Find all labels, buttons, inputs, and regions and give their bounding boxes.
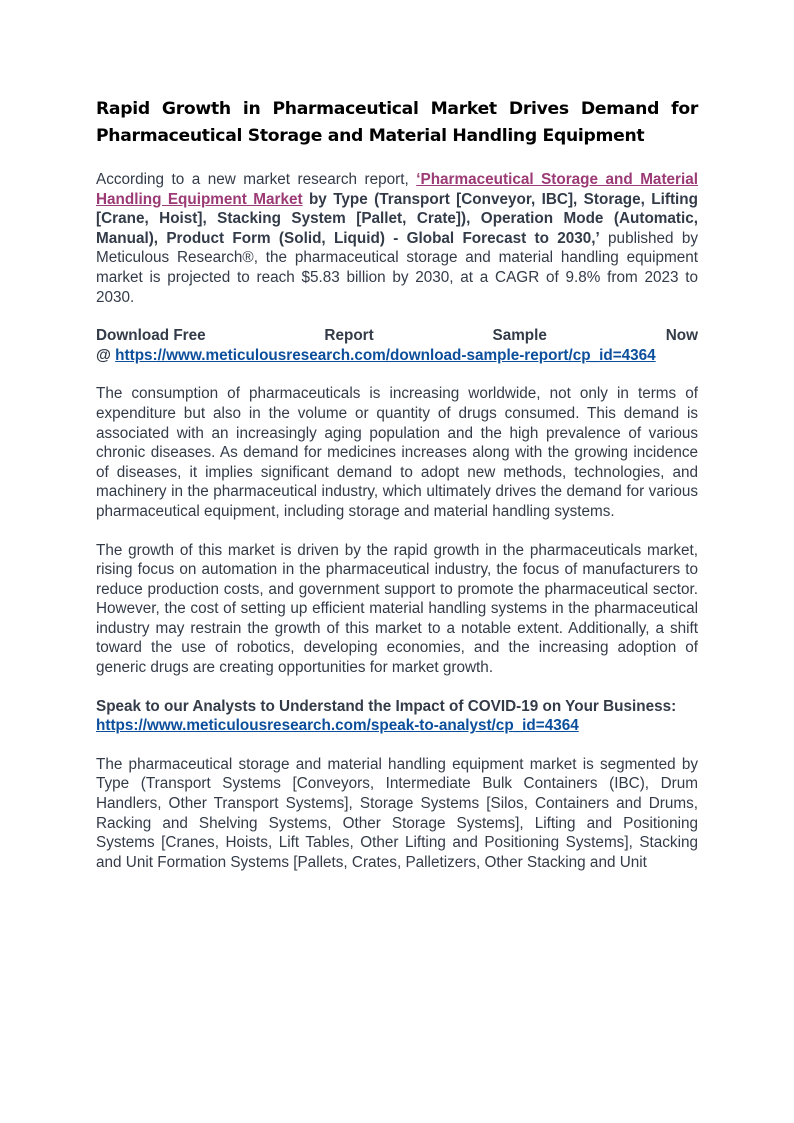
download-word: Sample	[492, 327, 547, 345]
intro-paragraph	[96, 170, 698, 307]
download-sample-block	[96, 326, 698, 365]
download-word: Report	[324, 327, 374, 345]
body-paragraph: The growth of this market is driven by the rapid growth in the pharmaceuticals market, rising focus on automation in the pharmaceutical industry, the focus of manufacturers to reduce production costs, and government support to promote the pharmaceutical sector. However, the cost of setting up efficient material handling systems in the pharmaceutical industry may restrain the growth of this market to a notable extent. Additionally, a shift toward the use of robotics, developing economies, and the increasing adoption of generic drugs are creating opportunities for market growth.	[96, 541, 698, 677]
report-scope: by Type (Transport [Conveyor, IBC], Storage, Lifting [Crane, Hoist], Stacking System [Pallet, Crate]), Operation Mode (Automatic, Manual), Product Form (Solid, Liquid) - Global Forecast to 2030,’	[96, 190, 698, 247]
report-title-link[interactable]: ‘Pharmaceutical Storage and Material Handling Equipment Market	[96, 171, 699, 208]
body-paragraph: The pharmaceutical storage and material handling equipment market is segmented by Type (Transport Systems [Conveyors, Intermediate Bulk Containers (IBC), Drum Handlers, Other Transport Systems], Storage Systems [Silos, Containers and Drums, Racking and Shelving Systems, Other Storage Systems], Lifting and Positioning Systems [Cranes, Hoists, Lift Tables, Other Lifting and Positioning Systems], Stacking and Unit Formation Systems [Pallets, Crates, Palletizers, Other Stacking and Unit	[96, 755, 698, 871]
speak-to-analyst-text: Speak to our Analysts to Understand the Impact of COVID-19 on Your Business:	[96, 697, 677, 715]
download-word: Now	[665, 327, 698, 345]
intro-lead: According to a new market research report,	[96, 171, 417, 188]
download-at: @	[96, 346, 116, 364]
download-sample-link[interactable]: https://www.meticulousresearch.com/download-sample-report/cp_id=4364	[115, 346, 656, 364]
speak-to-analyst-paragraph	[96, 697, 698, 736]
body-paragraph: The consumption of pharmaceuticals is increasing worldwide, not only in terms of expenditure but also in the volume or quantity of drugs consumed. This demand is associated with an increasingly aging population and the high prevalence of various chronic diseases. As demand for medicines increases along with the growing incidence of diseases, it implies significant demand to adopt new methods, technologies, and machinery in the pharmaceutical industry, which ultimately drives the demand for various pharmaceutical equipment, including storage and material handling systems.	[96, 385, 698, 520]
download-word: Download Free	[96, 327, 206, 345]
document-title: Rapid Growth in Pharmaceutical Market Drives Demand for Pharmaceutical Storage and Material Handling Equipment	[96, 99, 698, 146]
document-page	[96, 96, 698, 891]
download-sample-heading	[96, 326, 698, 346]
intro-publisher: published by Meticulous Research®, the pharmaceutical storage and material handling equipment market is projected to reach $5.83 billion by 2030, at a CAGR of 9.8% from 2023 to 2030.	[96, 229, 698, 306]
speak-to-analyst-link[interactable]: https://www.meticulousresearch.com/speak-to-analyst/cp_id=4364	[96, 717, 579, 735]
